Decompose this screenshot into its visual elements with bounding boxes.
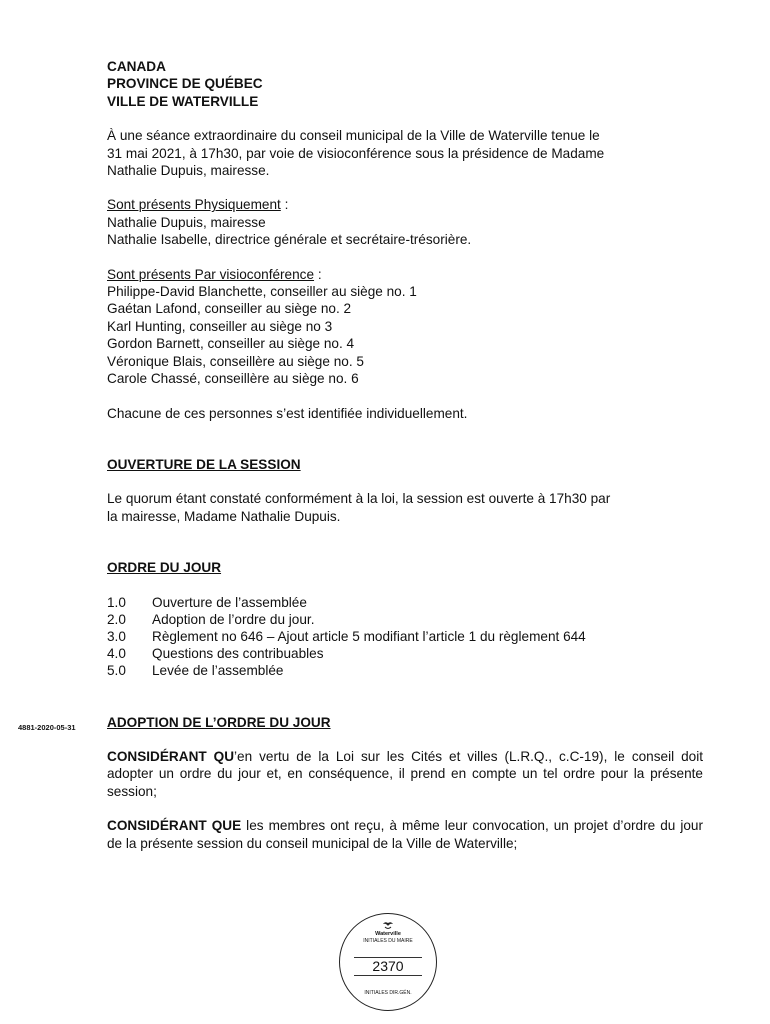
video-member: Carole Chassé, conseillère au siège no. 6: [107, 371, 359, 387]
header-country: CANADA: [107, 59, 166, 74]
agenda-item-number: 3.0: [107, 628, 126, 644]
considering-label: CONSIDÉRANT QUE: [107, 818, 242, 834]
physical-heading-suffix: :: [280, 197, 289, 213]
agenda-item-text: Ouverture de l’assemblée: [152, 594, 307, 610]
considering-label: CONSIDÉRANT QU: [107, 748, 235, 764]
agenda-item-number: 2.0: [107, 611, 126, 627]
agenda-item: [107, 611, 703, 628]
stamp-initials-dg: INITIALES DIR.GÉN.: [364, 990, 412, 996]
identified-note: Chacune de ces personnes s’est identifiée individuellement.: [107, 405, 468, 421]
stamp-initials-mayor: INITIALES DU MAIRE: [363, 938, 413, 944]
adoption-paragraph-1: [107, 748, 703, 800]
document-page: [107, 58, 703, 852]
video-member: Philippe-David Blanchette, conseiller au siège no. 1: [107, 284, 417, 300]
video-heading: [107, 266, 703, 283]
resolution-number: 4881-2020-05-31: [18, 723, 76, 732]
intro-line: Nathalie Dupuis, mairesse.: [107, 163, 270, 179]
physical-heading: [107, 196, 703, 213]
stamp-page-number: 2370: [372, 958, 404, 974]
adoption-paragraph-2: [107, 817, 703, 852]
intro-line: À une séance extraordinaire du conseil municipal de la Ville de Waterville tenue le: [107, 128, 600, 144]
stamp-divider: [354, 975, 422, 976]
video-heading-suffix: :: [314, 266, 322, 282]
agenda-item-text: Levée de l’assemblée: [152, 663, 284, 679]
paragraph-text: les membres ont reçu, à même leur convocation, un projet d’ordre du jour de la présente session du conseil municipal de la Ville de Waterville;: [107, 818, 703, 851]
agenda-item: [107, 628, 703, 645]
agenda-item: [107, 594, 703, 611]
video-member: Karl Hunting, conseiller au siège no 3: [107, 318, 333, 334]
header-province: PROVINCE DE QUÉBEC: [107, 76, 263, 92]
intro-line: 31 mai 2021, à 17h30, par voie de visioconférence sous la présidence de Madame: [107, 145, 605, 161]
video-member: Gordon Barnett, conseiller au siège no. 4: [107, 336, 355, 352]
video-heading-text: Sont présents Par visioconférence: [107, 266, 315, 282]
agenda-item-number: 4.0: [107, 646, 126, 662]
adoption-heading: ADOPTION DE L’ORDRE DU JOUR: [107, 714, 331, 730]
agenda-heading: ORDRE DU JOUR: [107, 560, 222, 576]
agenda-item: [107, 645, 703, 662]
opening-line: la mairesse, Madame Nathalie Dupuis.: [107, 508, 341, 524]
initials-stamp: [339, 913, 437, 1011]
agenda-item-text: Règlement no 646 – Ajout article 5 modifiant l’article 1 du règlement 644: [152, 628, 586, 644]
agenda-item-number: 5.0: [107, 663, 126, 679]
header-city: VILLE DE WATERVILLE: [107, 93, 259, 109]
agenda-item-number: 1.0: [107, 594, 126, 610]
video-member: Gaétan Lafond, conseiller au siège no. 2: [107, 301, 352, 317]
agenda-item-text: Adoption de l’ordre du jour.: [152, 611, 315, 627]
paragraph-text: ’en vertu de la Loi sur les Cités et villes (L.R.Q., c.C-19), le conseil doit adopter un ordre du jour et, en conséquence, il prend en compte un tel ordre pour la présente session;: [107, 748, 703, 799]
agenda-item: [107, 662, 703, 679]
video-member: Véronique Blais, conseillère au siège no. 5: [107, 353, 364, 369]
physical-member: Nathalie Dupuis, mairesse: [107, 214, 266, 230]
opening-line: Le quorum étant constaté conformément à la loi, la session est ouverte à 17h30 par: [107, 491, 611, 507]
waterville-logo-icon: [382, 921, 394, 931]
stamp-brand: Waterville: [375, 931, 401, 937]
opening-heading: OUVERTURE DE LA SESSION: [107, 456, 301, 472]
agenda-item-text: Questions des contribuables: [152, 646, 324, 662]
physical-member: Nathalie Isabelle, directrice générale et secrétaire-trésorière.: [107, 232, 472, 248]
physical-heading-text: Sont présents Physiquement: [107, 197, 281, 213]
